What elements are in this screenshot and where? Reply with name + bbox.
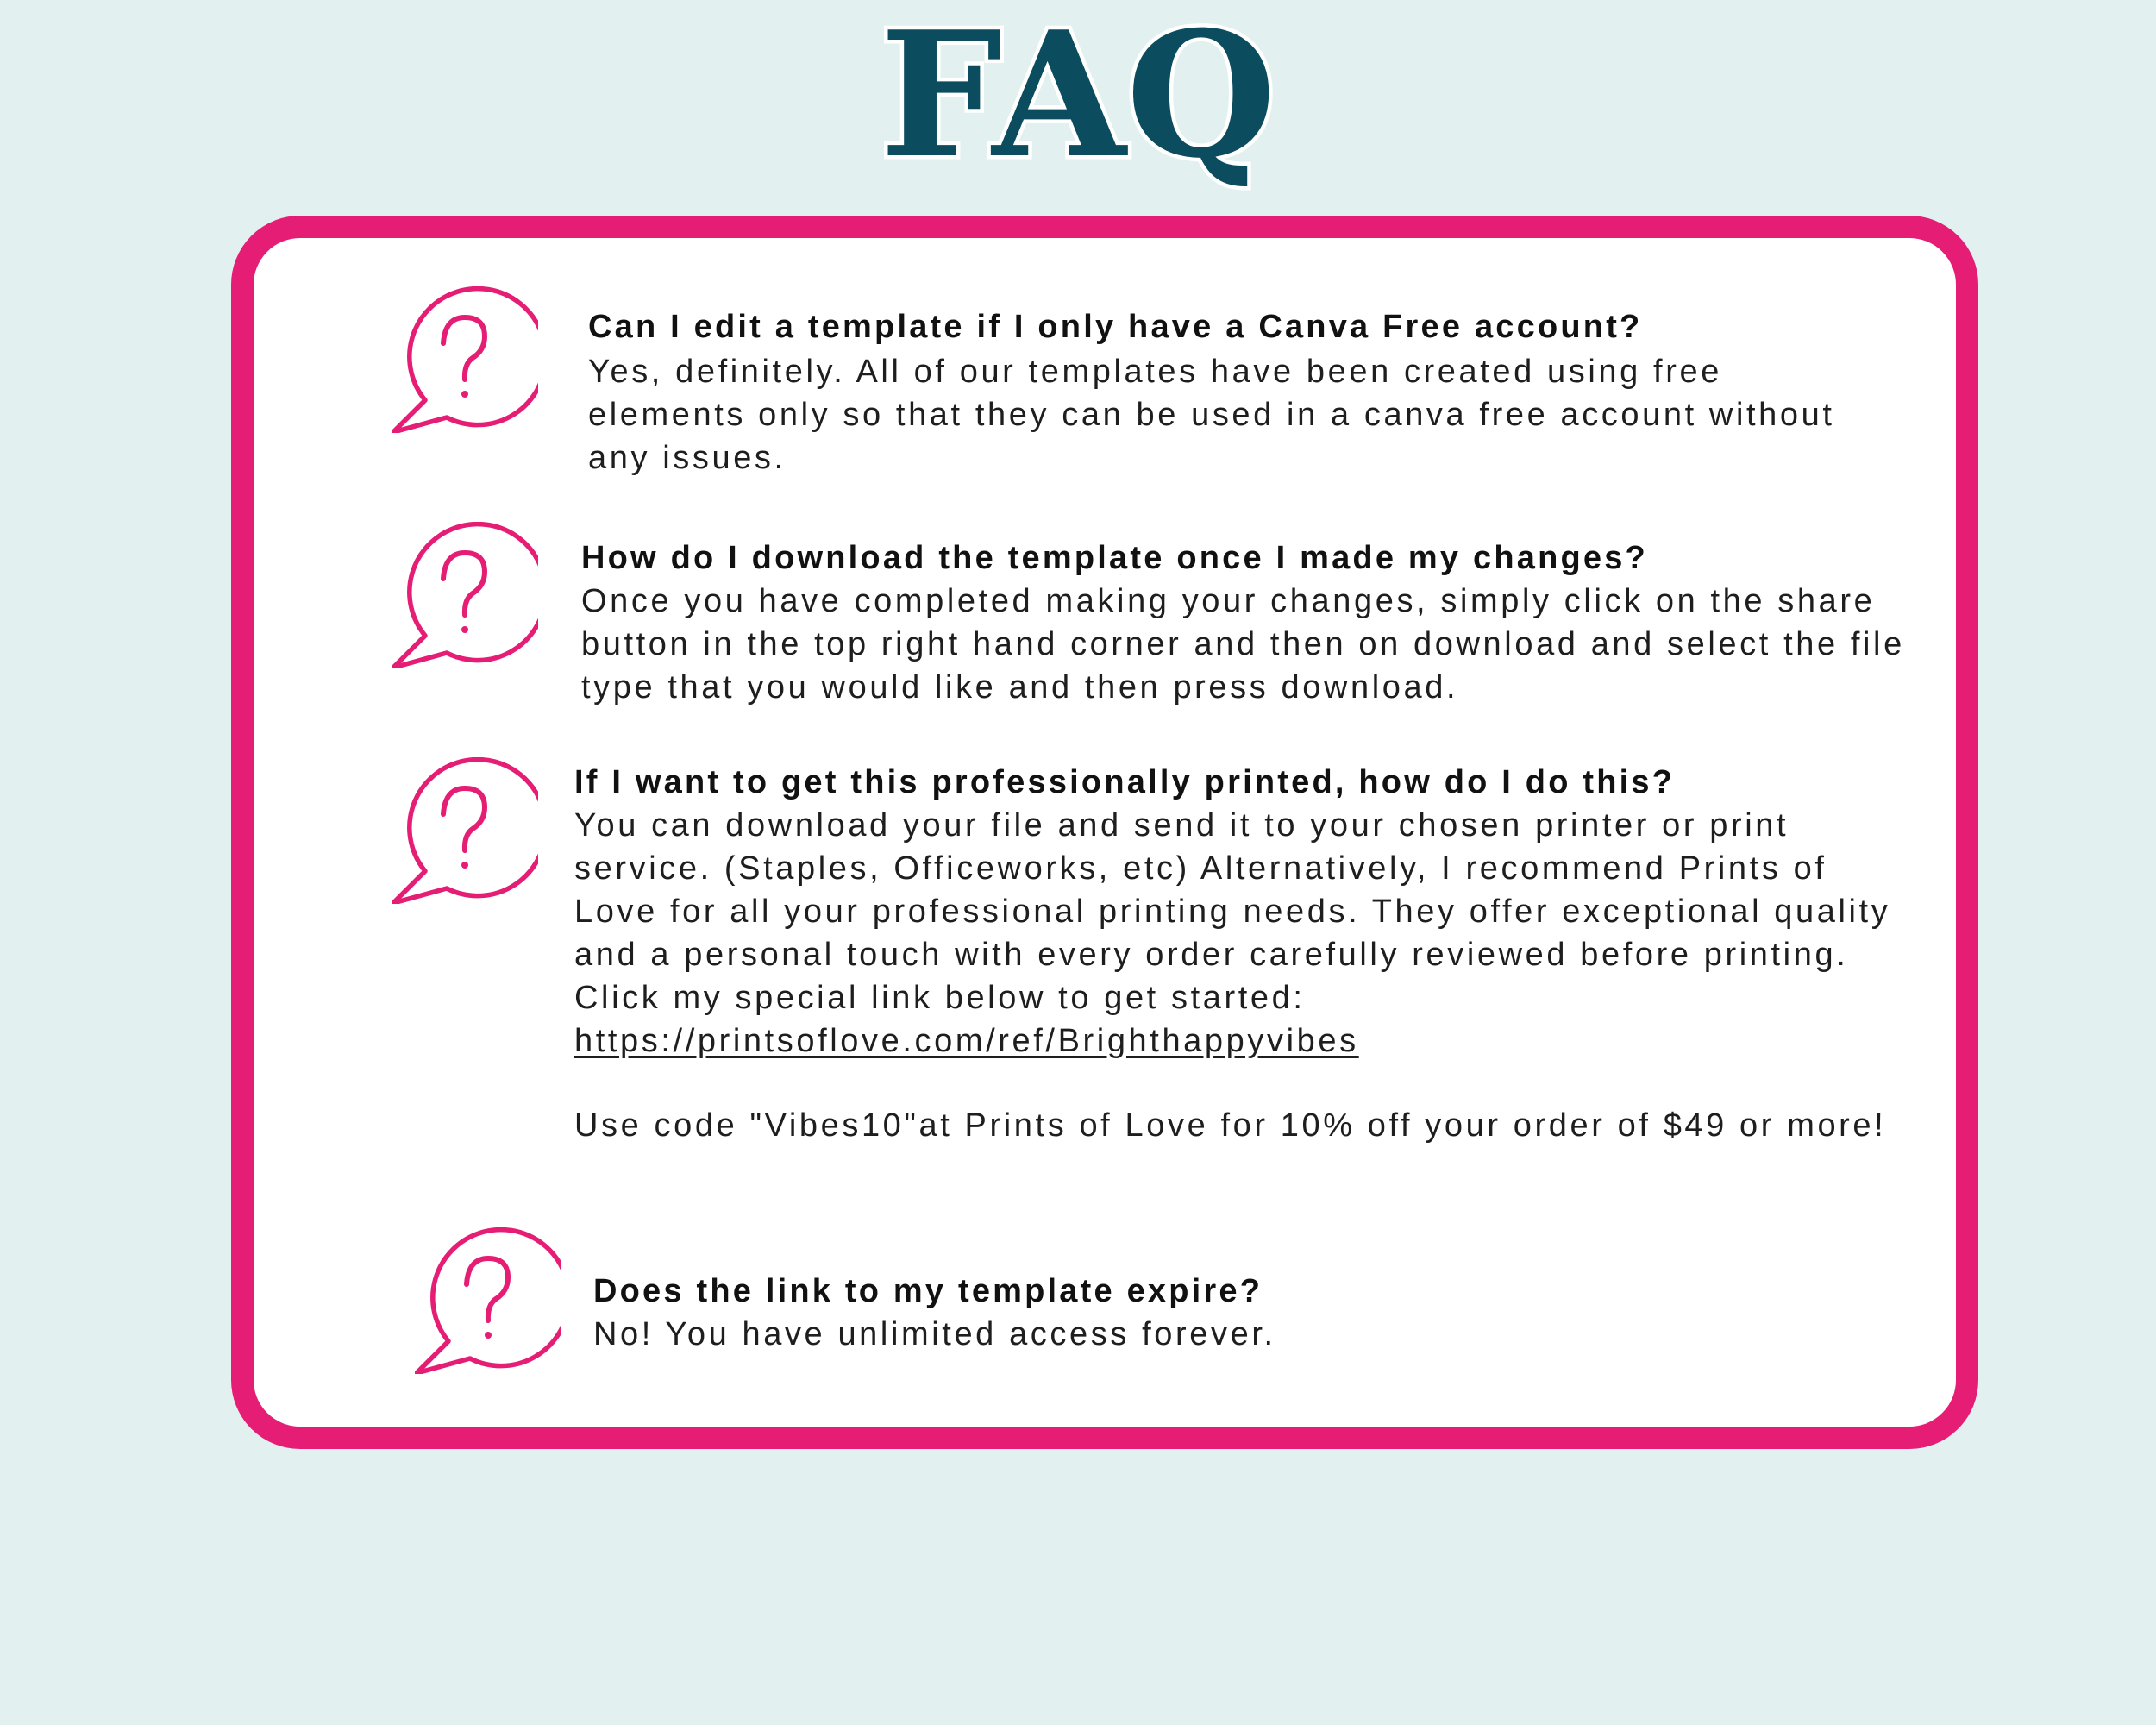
question-bubble-icon xyxy=(415,1227,561,1374)
faq-question: How do I download the template once I made my changes? xyxy=(581,540,1648,576)
faq-item xyxy=(581,536,1909,709)
faq-answer: Yes, definitely. All of our templates have been created using free elements only so that they can be used in a canva free account without any issues. xyxy=(588,354,1835,476)
question-bubble-icon xyxy=(392,757,538,904)
faq-answer: No! You have unlimited access forever. xyxy=(593,1316,1276,1352)
question-bubble-icon xyxy=(392,522,538,668)
faq-answer: You can download your file and send it to your chosen printer or print service. (Staples, Officeworks, etc) Alternatively, I recommend Prints of Love for all your professional printing needs. They offer exceptional quality and a personal touch with every order carefully reviewed before printing. Click my special link below to get started: xyxy=(574,807,1891,1016)
faq-item xyxy=(574,761,1920,1147)
promo-code-text: Use code "Vibes10"at Prints of Love for 10% off your order of $49 or more! xyxy=(574,1107,1887,1144)
page-title xyxy=(0,0,2156,207)
faq-question: Does the link to my template expire? xyxy=(593,1273,1263,1309)
faq-answer: Once you have completed making your changes, simply click on the share button in the top right hand corner and then on download and select the file type that you would like and then press download. xyxy=(581,583,1905,706)
prints-of-love-link[interactable]: https://printsoflove.com/ref/Brighthappyvibes xyxy=(574,1023,1359,1059)
page-title-text: FAQ xyxy=(880,0,1276,197)
faq-card xyxy=(231,216,1978,1449)
faq-item xyxy=(588,305,1890,480)
faq-question: If I want to get this professionally printed, how do I do this? xyxy=(574,764,1676,800)
faq-answer-block xyxy=(574,804,1920,1147)
faq-question: Can I edit a template if I only have a Canva Free account? xyxy=(588,309,1643,345)
faq-item xyxy=(593,1270,1887,1356)
question-bubble-icon xyxy=(392,286,538,433)
